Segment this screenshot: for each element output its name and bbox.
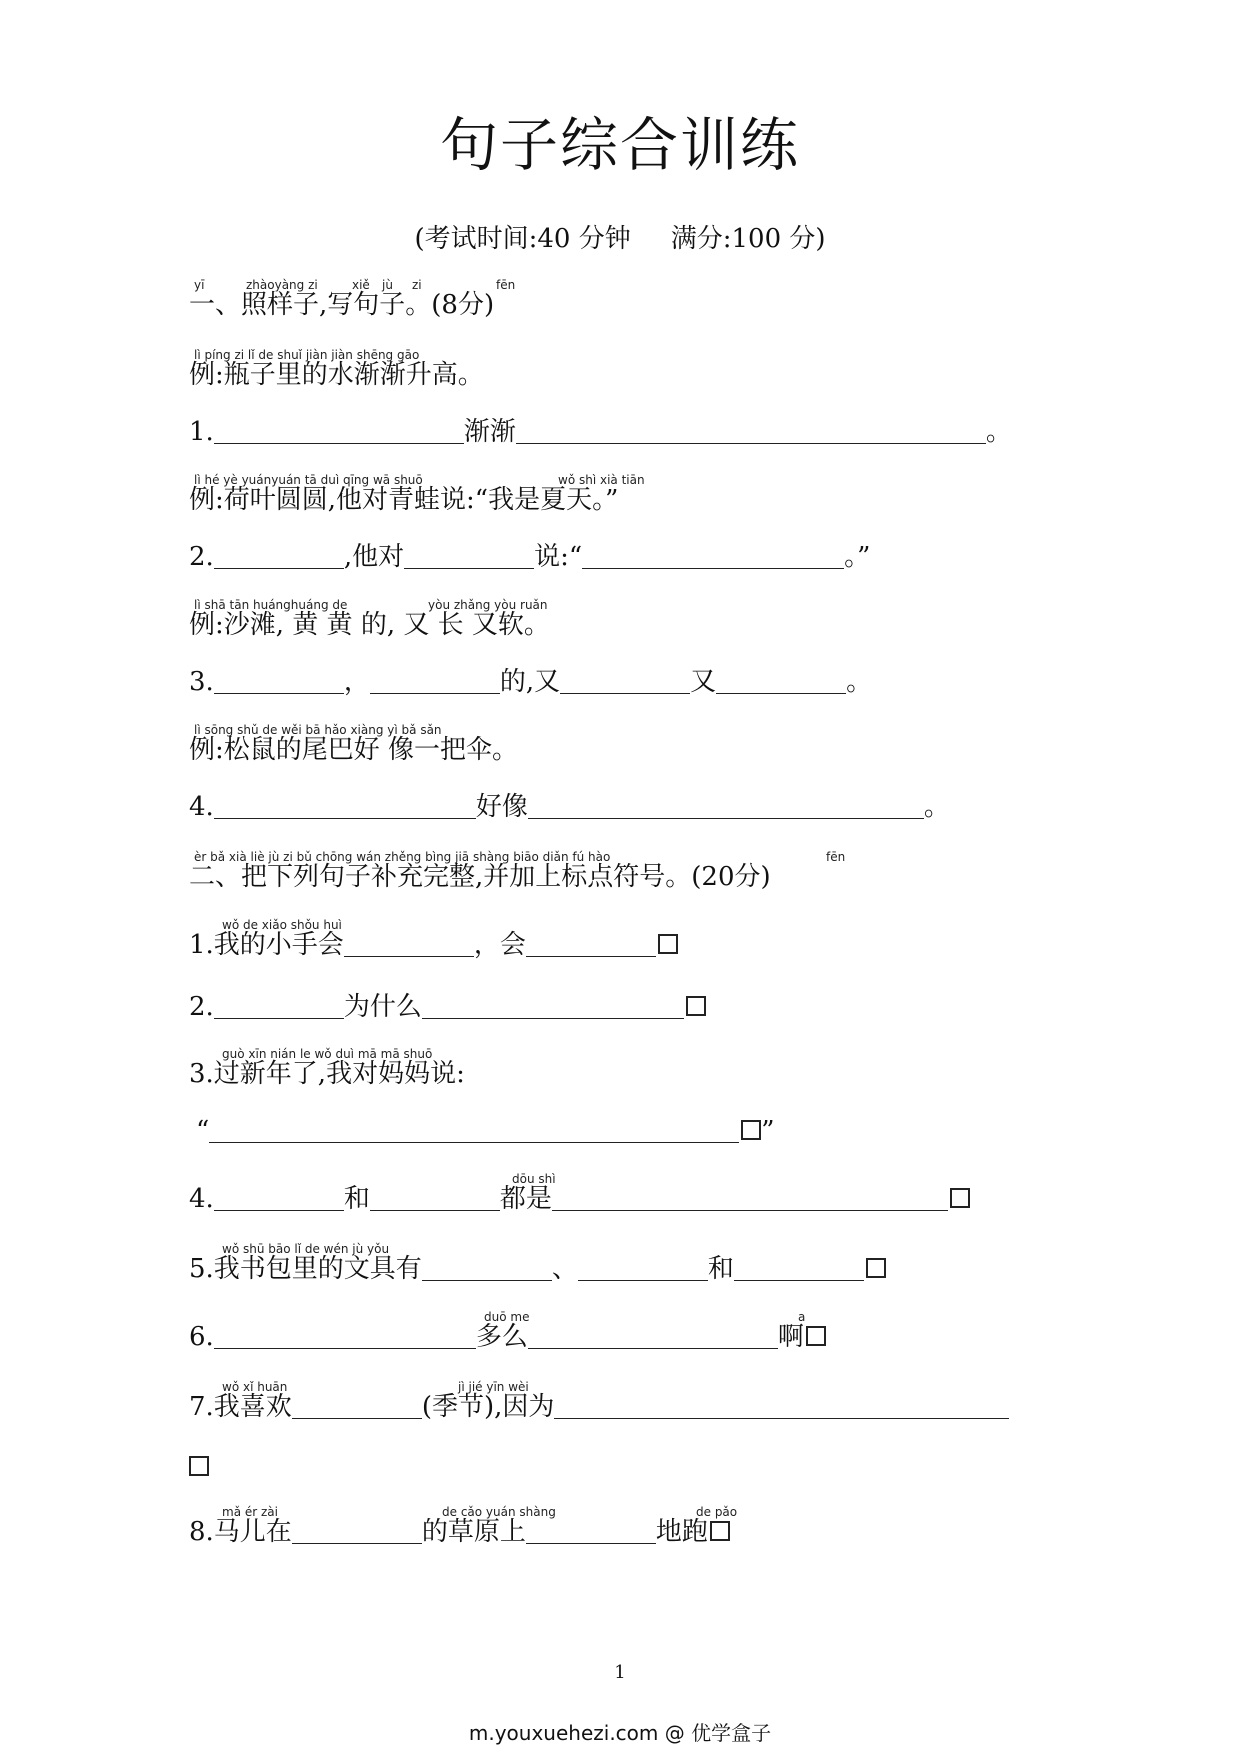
punctuation-box[interactable] [658,934,678,954]
answer-blank[interactable] [370,667,500,694]
answer-blank[interactable] [716,667,846,694]
answer-blank[interactable] [554,1392,1009,1419]
answer-blank[interactable] [516,417,986,444]
pinyin: wǒ de xiǎo shǒu huì [222,918,342,932]
page-number: 1 [614,1662,626,1683]
answer-blank[interactable] [422,992,684,1019]
pinyin: lì píng zi lǐ de shuǐ jiàn jiàn shēng gāo [194,348,420,362]
answer-blank[interactable] [214,542,344,569]
pinyin: xiě [352,278,370,292]
answer-blank[interactable] [422,1254,552,1281]
answer-blank[interactable] [214,1322,476,1349]
s1-question-3: 3. ， 的,又 又 。 [189,667,873,697]
answer-blank[interactable] [344,930,474,957]
answer-blank[interactable] [734,1254,864,1281]
answer-blank[interactable] [404,542,534,569]
pinyin: wǒ xǐ huān [222,1380,288,1394]
section-2-heading: 二、把下列句子补充完整,并加上标点符号。(20分) [189,862,771,892]
example-1: 例:瓶子里的水渐渐升高。 [189,360,484,390]
pinyin: fēn [496,278,516,292]
pinyin: wǒ shì xià tiān [558,473,645,487]
footer-watermark: m.youxuehezi.com @ 优学盒子 [468,1721,772,1745]
s1-question-2: 2. ,他对 说:“ 。” [189,542,871,572]
answer-blank[interactable] [292,1517,422,1544]
s2-question-7-end [189,1450,209,1484]
s2-question-2: 2. 为什么 [189,990,706,1024]
pinyin: duō me [484,1310,530,1324]
s2-question-7: 7.我喜欢 (季节),因为 [189,1390,1009,1424]
answer-blank[interactable] [560,667,690,694]
pinyin: jì jié yīn wèi [458,1380,529,1394]
punctuation-box[interactable] [189,1456,209,1476]
pinyin: guò xīn nián le wǒ duì mā mā shuō [222,1047,433,1061]
punctuation-box[interactable] [710,1521,730,1541]
answer-blank[interactable] [582,542,844,569]
answer-blank[interactable] [292,1392,422,1419]
answer-blank[interactable] [370,1184,500,1211]
answer-blank[interactable] [214,792,476,819]
punctuation-box[interactable] [686,996,706,1016]
pinyin: jù [382,278,393,292]
pinyin: yī [194,278,205,292]
answer-blank[interactable] [214,667,344,694]
pinyin: dōu shì [512,1172,556,1186]
pinyin: lì sōng shǔ de wěi bā hǎo xiàng yì bǎ sǎn [194,723,442,737]
punctuation-box[interactable] [950,1188,970,1208]
answer-blank[interactable] [552,1184,948,1211]
pinyin: lì shā tān huánghuáng de [194,598,348,612]
answer-blank[interactable] [528,1322,778,1349]
punctuation-box[interactable] [866,1258,886,1278]
answer-blank[interactable] [528,792,924,819]
example-4: 例:松鼠的尾巴好 像一把伞。 [189,735,519,765]
punctuation-box[interactable] [741,1120,761,1140]
pinyin: mǎ ér zài [222,1505,278,1519]
s1-question-4: 4. 好像 。 [189,792,950,822]
s2-question-3: 3.过新年了,我对妈妈说: [189,1059,465,1089]
pinyin: fēn [826,850,846,864]
pinyin: a [798,1310,806,1324]
exam-info [0,218,1240,255]
answer-blank[interactable] [214,417,464,444]
pinyin: zi [412,278,422,292]
answer-blank[interactable] [526,930,656,957]
section-1-heading: 一、照样子,写句子。(8分) [189,290,495,320]
pinyin: de pǎo [696,1505,738,1519]
answer-blank[interactable] [209,1116,739,1143]
answer-blank[interactable] [214,1184,344,1211]
pinyin: zhàoyàng zi [246,278,318,292]
example-3: 例:沙滩, 黄 黄 的, 又 长 又软。 [189,610,550,640]
s2-question-4: 4. 和 都是 [189,1182,970,1216]
s2-question-6: 6. 多么 啊 [189,1320,826,1354]
pinyin: wǒ shū bāo lǐ de wén jù yǒu [222,1242,390,1256]
page-title: 句子综合训练 [439,111,800,179]
punctuation-box[interactable] [806,1326,826,1346]
exam-score: 满分:100 分) [670,224,826,254]
answer-blank[interactable] [526,1517,656,1544]
pinyin: èr bǎ xià liè jù zi bǔ chōng wán zhěng bìng jiā shàng biāo diǎn fú hào [194,850,611,864]
s2-question-8: 8.马儿在 的草原上 地跑 [189,1515,730,1549]
exam-time: (考试时间:40 分钟 [414,224,631,254]
example-2: 例:荷叶圆圆,他对青蛙说:“我是夏天。” [189,485,619,515]
pinyin: de cǎo yuán shàng [442,1505,556,1519]
answer-blank[interactable] [578,1254,708,1281]
s1-question-1: 1. 渐渐 。 [189,417,1012,447]
s2-question-1: 1.我的小手会 ，会 [189,928,678,962]
pinyin: yòu zhǎng yòu ruǎn [428,598,548,612]
pinyin: lì hé yè yuányuán tā duì qīng wā shuō [194,473,423,487]
s2-question-5: 5.我书包里的文具有 、 和 [189,1252,886,1286]
answer-blank[interactable] [214,992,344,1019]
s2-question-3-answer: “ ” [196,1116,775,1146]
